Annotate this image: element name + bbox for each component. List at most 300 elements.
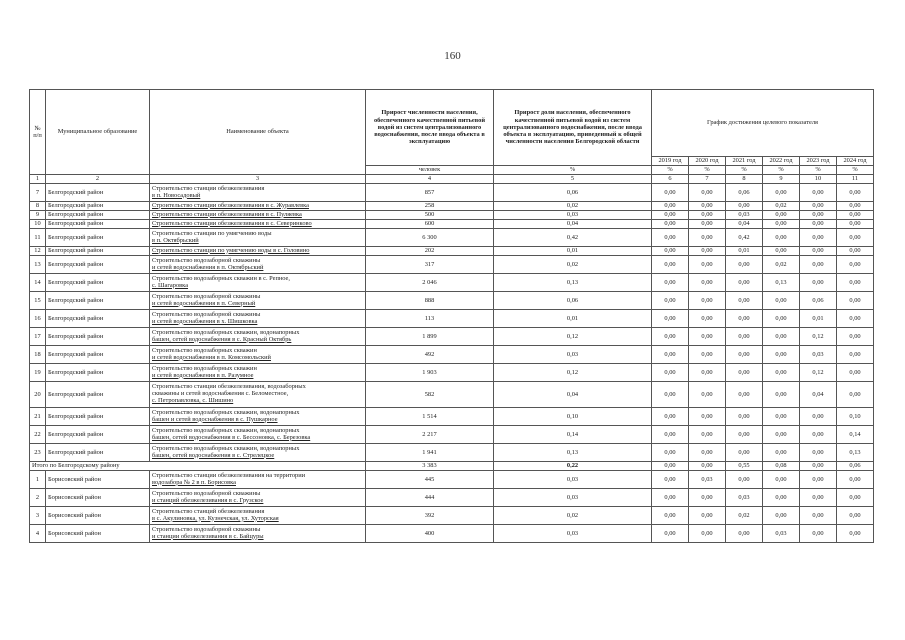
municipality-cell: Белгородский район (46, 256, 150, 274)
year-value-cell: 0,00 (800, 202, 837, 211)
col-number: 7 (689, 175, 726, 184)
population-growth-cell: 1 941 (366, 444, 494, 462)
table-row (30, 426, 874, 444)
object-name-line: Строительство водозаборной скважины (152, 525, 261, 533)
object-name-line: Строительство станции обезжелезивания в с. Северинково (152, 219, 312, 227)
municipality-cell: Белгородский район (46, 211, 150, 220)
table-row (30, 364, 874, 382)
object-name-line: Строительство водозаборных скважин, водонапорных (152, 426, 300, 434)
object-name-line: и станции обезжелезивания в с. Байцуры (152, 532, 264, 540)
year-value-cell: 0,00 (837, 274, 874, 292)
municipality-cell: Борисовский район (46, 525, 150, 543)
population-growth-cell: 6 300 (366, 229, 494, 247)
year-value-cell: 0,00 (689, 256, 726, 274)
object-name-line: Строительство станции по умягчению воды в с. Головино (152, 246, 310, 254)
year-value-cell: 0,00 (726, 471, 763, 489)
municipality-cell: Борисовский район (46, 507, 150, 525)
population-growth-cell: 888 (366, 292, 494, 310)
header-num: № п/п (30, 90, 46, 175)
year-value-cell: 0,00 (652, 382, 689, 408)
year-value-cell: 0,03 (763, 525, 800, 543)
header-year: 2020 год (689, 157, 726, 166)
year-value-cell: 0,00 (726, 202, 763, 211)
year-value-cell: 0,00 (652, 444, 689, 462)
municipality-cell: Белгородский район (46, 426, 150, 444)
share-growth-cell: 0,13 (494, 444, 652, 462)
year-value-cell: 0,02 (726, 507, 763, 525)
object-name-cell (150, 292, 366, 310)
year-value-cell: 0,00 (689, 328, 726, 346)
header-municipality: Муниципальное образование (46, 90, 150, 175)
row-number: 3 (30, 507, 46, 525)
col-number: 2 (46, 175, 150, 184)
header-share-growth: Прирост доли населения, обеспеченного качественной питьевой водой из систем централизованного водоснабжения, после ввода объекта в эксплуатацию, приведенный к общей численности населения Белгородской области (494, 90, 652, 166)
municipality-cell: Белгородский район (46, 444, 150, 462)
year-value-cell: 0,12 (800, 364, 837, 382)
table-row (30, 256, 874, 274)
year-value-cell: 0,00 (763, 408, 800, 426)
year-value-cell: 0,00 (689, 408, 726, 426)
year-value-cell: 0,00 (763, 328, 800, 346)
share-growth-cell: 0,03 (494, 346, 652, 364)
object-name-line: Строительство водозаборной скважины (152, 310, 261, 318)
year-value-cell: 0,00 (652, 274, 689, 292)
year-value-cell: 0,00 (763, 310, 800, 328)
year-value-cell: 0,14 (837, 426, 874, 444)
object-name-line: и станций обезжелезивания в с. Грузское (152, 496, 264, 504)
year-value-cell: 0,00 (837, 184, 874, 202)
year-value-cell: 0,00 (837, 525, 874, 543)
year-value-cell: 0,00 (689, 229, 726, 247)
object-name-cell (150, 382, 366, 408)
year-value-cell: 0,00 (652, 471, 689, 489)
total-year-value: 0,06 (837, 462, 874, 471)
year-value-cell: 0,00 (763, 229, 800, 247)
year-value-cell: 0,10 (837, 408, 874, 426)
year-value-cell: 0,04 (800, 382, 837, 408)
year-value-cell: 0,00 (837, 328, 874, 346)
object-name-line: водозабора № 2 в п. Борисовка (152, 478, 236, 486)
year-value-cell: 0,00 (726, 256, 763, 274)
year-value-cell: 0,00 (652, 328, 689, 346)
document-table-wrapper (29, 89, 874, 543)
col-number: 8 (726, 175, 763, 184)
object-name-line: в п. Новосадовый (152, 191, 201, 199)
year-value-cell: 0,00 (837, 346, 874, 364)
population-growth-cell: 317 (366, 256, 494, 274)
year-value-cell: 0,00 (689, 382, 726, 408)
object-name-line: с. Шагаровка (152, 281, 189, 289)
row-number: 10 (30, 220, 46, 229)
year-value-cell: 0,00 (763, 364, 800, 382)
object-name-cell (150, 247, 366, 256)
unit-percent: % (494, 166, 652, 175)
table-row (30, 211, 874, 220)
population-growth-cell: 444 (366, 489, 494, 507)
year-value-cell: 0,00 (837, 247, 874, 256)
year-value-cell: 0,00 (652, 426, 689, 444)
year-value-cell: 0,00 (726, 310, 763, 328)
row-number: 2 (30, 489, 46, 507)
col-number: 6 (652, 175, 689, 184)
table-row (30, 382, 874, 408)
year-value-cell: 0,00 (800, 489, 837, 507)
share-growth-cell: 0,02 (494, 202, 652, 211)
table-row (30, 202, 874, 211)
table-row (30, 507, 874, 525)
year-value-cell: 0,00 (726, 408, 763, 426)
total-label: Итого по Белгородскому району (30, 462, 366, 471)
unit-percent: % (763, 166, 800, 175)
col-number: 9 (763, 175, 800, 184)
object-name-line: Строительство водозаборной скважины (152, 292, 261, 300)
object-name-line: и сетей водоснабжения в п. Северный (152, 299, 256, 307)
year-value-cell: 0,00 (726, 525, 763, 543)
table-row (30, 408, 874, 426)
population-growth-cell: 1 903 (366, 364, 494, 382)
col-number: 3 (150, 175, 366, 184)
row-number: 20 (30, 382, 46, 408)
municipality-cell: Белгородский район (46, 346, 150, 364)
municipality-cell: Белгородский район (46, 382, 150, 408)
population-growth-cell: 258 (366, 202, 494, 211)
year-value-cell: 0,00 (837, 364, 874, 382)
total-year-value: 0,00 (652, 462, 689, 471)
year-value-cell: 0,00 (652, 247, 689, 256)
object-name-line: в п. Октябрьский (152, 236, 199, 244)
table-row (30, 292, 874, 310)
col-number: 4 (366, 175, 494, 184)
year-value-cell: 0,00 (763, 471, 800, 489)
object-name-line: башен и сетей водоснабжения в с. Пушкарное (152, 415, 278, 423)
municipality-cell: Белгородский район (46, 274, 150, 292)
year-value-cell: 0,00 (763, 444, 800, 462)
table-row (30, 525, 874, 543)
object-name-cell (150, 202, 366, 211)
year-value-cell: 0,00 (763, 247, 800, 256)
year-value-cell: 0,00 (763, 346, 800, 364)
unit-percent: % (726, 166, 763, 175)
share-growth-cell: 0,03 (494, 471, 652, 489)
municipality-cell: Борисовский район (46, 471, 150, 489)
year-value-cell: 0,12 (800, 328, 837, 346)
year-value-cell: 0,00 (837, 229, 874, 247)
table-row (30, 444, 874, 462)
year-value-cell: 0,00 (689, 507, 726, 525)
share-growth-cell: 0,13 (494, 274, 652, 292)
year-value-cell: 0,00 (763, 211, 800, 220)
share-growth-cell: 0,03 (494, 211, 652, 220)
object-name-line: скважины и сетей водоснабжения с. Беломестное, (152, 390, 289, 398)
row-number: 8 (30, 202, 46, 211)
col-number: 1 (30, 175, 46, 184)
row-number: 19 (30, 364, 46, 382)
year-value-cell: 0,00 (800, 256, 837, 274)
population-growth-cell: 1 514 (366, 408, 494, 426)
object-name-line: Строительство станции обезжелезивания, водозаборных (152, 383, 306, 391)
year-value-cell: 0,00 (726, 364, 763, 382)
share-growth-cell: 0,12 (494, 328, 652, 346)
total-share: 0,22 (494, 462, 652, 471)
object-name-line: и сетей водоснабжения в х. Шишковка (152, 317, 258, 325)
total-year-value: 0,00 (689, 462, 726, 471)
object-name-cell (150, 274, 366, 292)
row-number: 11 (30, 229, 46, 247)
year-value-cell: 0,00 (726, 274, 763, 292)
year-value-cell: 0,00 (689, 426, 726, 444)
municipality-cell: Белгородский район (46, 202, 150, 211)
object-name-line: Строительство водозаборной скважины (152, 256, 261, 264)
share-growth-cell: 0,04 (494, 382, 652, 408)
municipality-cell: Белгородский район (46, 364, 150, 382)
year-value-cell: 0,00 (652, 292, 689, 310)
object-name-cell (150, 364, 366, 382)
year-value-cell: 0,00 (763, 292, 800, 310)
table-row (30, 471, 874, 489)
year-value-cell: 0,00 (800, 408, 837, 426)
year-value-cell: 0,00 (837, 202, 874, 211)
year-value-cell: 0,00 (689, 202, 726, 211)
object-name-cell (150, 184, 366, 202)
table-row (30, 489, 874, 507)
row-number: 14 (30, 274, 46, 292)
year-value-cell: 0,00 (763, 426, 800, 444)
col-number: 10 (800, 175, 837, 184)
year-value-cell: 0,00 (652, 364, 689, 382)
year-value-cell: 0,00 (763, 507, 800, 525)
year-value-cell: 0,00 (652, 202, 689, 211)
object-name-cell (150, 229, 366, 247)
year-value-cell: 0,00 (763, 382, 800, 408)
year-value-cell: 0,03 (726, 489, 763, 507)
municipality-cell: Белгородский район (46, 292, 150, 310)
year-value-cell: 0,06 (800, 292, 837, 310)
year-value-cell: 0,00 (652, 507, 689, 525)
year-value-cell: 0,00 (652, 220, 689, 229)
unit-percent: % (652, 166, 689, 175)
row-number: 16 (30, 310, 46, 328)
object-name-line: Строительство станции по умягчению воды (152, 229, 272, 237)
col-number: 5 (494, 175, 652, 184)
object-name-cell (150, 489, 366, 507)
year-value-cell: 0,00 (800, 247, 837, 256)
object-name-cell (150, 310, 366, 328)
year-value-cell: 0,00 (837, 292, 874, 310)
year-value-cell: 0,00 (689, 292, 726, 310)
object-name-line: Строительство водозаборной скважины (152, 489, 261, 497)
object-name-line: башен, сетей водоснабжения в с. Красный Октябрь (152, 335, 292, 343)
year-value-cell: 0,00 (726, 426, 763, 444)
population-growth-cell: 500 (366, 211, 494, 220)
population-growth-cell: 857 (366, 184, 494, 202)
year-value-cell: 0,00 (726, 382, 763, 408)
object-name-cell (150, 444, 366, 462)
year-value-cell: 0,04 (726, 220, 763, 229)
share-growth-cell: 0,12 (494, 364, 652, 382)
year-value-cell: 0,00 (689, 184, 726, 202)
object-name-cell (150, 256, 366, 274)
object-name-line: Строительство водозаборных скважин в с. Репное, (152, 274, 290, 282)
table-row (30, 220, 874, 229)
year-value-cell: 0,02 (763, 256, 800, 274)
row-number: 17 (30, 328, 46, 346)
population-growth-cell: 600 (366, 220, 494, 229)
year-value-cell: 0,00 (837, 382, 874, 408)
year-value-cell: 0,06 (726, 184, 763, 202)
year-value-cell: 0,00 (652, 229, 689, 247)
year-value-cell: 0,00 (689, 274, 726, 292)
year-value-cell: 0,00 (800, 220, 837, 229)
total-year-value: 0,00 (800, 462, 837, 471)
water-supply-table (29, 89, 874, 543)
year-value-cell: 0,00 (800, 274, 837, 292)
year-value-cell: 0,03 (689, 471, 726, 489)
year-value-cell: 0,03 (726, 211, 763, 220)
object-name-line: Строительство станции обезжелезивания в с. Пуляевка (152, 210, 302, 218)
share-growth-cell: 0,04 (494, 220, 652, 229)
year-value-cell: 0,00 (652, 346, 689, 364)
header-population-growth: Прирост численности населения, обеспеченного качественной питьевой водой из систем централизованного водоснабжения, после ввода объекта в эксплуатацию (366, 90, 494, 166)
object-name-line: башен, сетей водоснабжения в с. Стрелецкое (152, 451, 275, 459)
table-row (30, 346, 874, 364)
page-number: 160 (444, 50, 461, 62)
row-number: 9 (30, 211, 46, 220)
header-schedule: График достижения целевого показателя (652, 90, 874, 157)
table-row (30, 310, 874, 328)
object-name-line: Строительство водозаборных скважин, водонапорных (152, 408, 300, 416)
population-growth-cell: 1 899 (366, 328, 494, 346)
share-growth-cell: 0,03 (494, 489, 652, 507)
year-value-cell: 0,00 (726, 292, 763, 310)
municipality-cell: Белгородский район (46, 328, 150, 346)
table-row (30, 229, 874, 247)
municipality-cell: Белгородский район (46, 408, 150, 426)
year-value-cell: 0,00 (800, 444, 837, 462)
total-year-value: 0,08 (763, 462, 800, 471)
share-growth-cell: 0,06 (494, 184, 652, 202)
object-name-line: с. Петропавловка, с. Шишино (152, 396, 234, 404)
object-name-line: башен, сетей водоснабжения в с. Бессоновка, с. Березовка (152, 433, 311, 441)
object-name-line: Строительство водозаборных скважин (152, 364, 257, 372)
municipality-cell: Белгородский район (46, 229, 150, 247)
object-name-line: и сетей водоснабжения в п. Октябрьский (152, 263, 264, 271)
year-value-cell: 0,00 (837, 220, 874, 229)
year-value-cell: 0,42 (726, 229, 763, 247)
population-growth-cell: 392 (366, 507, 494, 525)
header-year: 2024 год (837, 157, 874, 166)
share-growth-cell: 0,10 (494, 408, 652, 426)
share-growth-cell: 0,03 (494, 525, 652, 543)
year-value-cell: 0,00 (837, 310, 874, 328)
column-numbers-row (30, 175, 874, 184)
share-growth-cell: 0,01 (494, 310, 652, 328)
object-name-cell (150, 471, 366, 489)
header-row (30, 90, 874, 157)
unit-percent: % (837, 166, 874, 175)
row-number: 7 (30, 184, 46, 202)
population-growth-cell: 2 046 (366, 274, 494, 292)
year-value-cell: 0,00 (726, 346, 763, 364)
header-year: 2023 год (800, 157, 837, 166)
object-name-line: и сетей водоснабжения в п. Комсомольский (152, 353, 271, 361)
year-value-cell: 0,00 (837, 507, 874, 525)
share-growth-cell: 0,02 (494, 507, 652, 525)
row-number: 1 (30, 471, 46, 489)
population-growth-cell: 2 217 (366, 426, 494, 444)
table-row (30, 184, 874, 202)
municipality-cell: Белгородский район (46, 220, 150, 229)
table-row (30, 274, 874, 292)
header-year: 2022 год (763, 157, 800, 166)
year-value-cell: 0,00 (800, 507, 837, 525)
col-number: 11 (837, 175, 874, 184)
year-value-cell: 0,13 (837, 444, 874, 462)
header-year: 2021 год (726, 157, 763, 166)
header-object: Наименование объекта (150, 90, 366, 175)
year-value-cell: 0,00 (837, 211, 874, 220)
population-growth-cell: 445 (366, 471, 494, 489)
share-growth-cell: 0,02 (494, 256, 652, 274)
year-value-cell: 0,00 (763, 489, 800, 507)
row-number: 13 (30, 256, 46, 274)
unit-percent: % (800, 166, 837, 175)
share-growth-cell: 0,14 (494, 426, 652, 444)
row-number: 22 (30, 426, 46, 444)
year-value-cell: 0,00 (652, 310, 689, 328)
object-name-line: и сетей водоснабжения в п. Разумное (152, 371, 254, 379)
year-value-cell: 0,00 (689, 346, 726, 364)
year-value-cell: 0,00 (652, 525, 689, 543)
object-name-cell (150, 328, 366, 346)
object-name-line: Строительство станции обезжелезивания (152, 184, 265, 192)
total-population: 3 383 (366, 462, 494, 471)
year-value-cell: 0,00 (800, 471, 837, 489)
row-number: 18 (30, 346, 46, 364)
year-value-cell: 0,00 (652, 256, 689, 274)
share-growth-cell: 0,01 (494, 247, 652, 256)
total-row (30, 462, 874, 471)
year-value-cell: 0,03 (800, 346, 837, 364)
year-value-cell: 0,00 (689, 247, 726, 256)
unit-people: человек (366, 166, 494, 175)
year-value-cell: 0,00 (726, 328, 763, 346)
year-value-cell: 0,01 (726, 247, 763, 256)
row-number: 15 (30, 292, 46, 310)
year-value-cell: 0,00 (689, 211, 726, 220)
year-value-cell: 0,00 (689, 364, 726, 382)
population-growth-cell: 113 (366, 310, 494, 328)
year-value-cell: 0,00 (800, 525, 837, 543)
year-value-cell: 0,00 (689, 489, 726, 507)
year-value-cell: 0,00 (763, 220, 800, 229)
year-value-cell: 0,00 (652, 184, 689, 202)
year-value-cell: 0,00 (689, 310, 726, 328)
table-row (30, 247, 874, 256)
object-name-line: Строительство станции обезжелезивания на территории (152, 471, 306, 479)
population-growth-cell: 202 (366, 247, 494, 256)
population-growth-cell: 492 (366, 346, 494, 364)
year-value-cell: 0,00 (726, 444, 763, 462)
object-name-cell (150, 507, 366, 525)
object-name-cell (150, 211, 366, 220)
year-value-cell: 0,00 (837, 489, 874, 507)
row-number: 23 (30, 444, 46, 462)
unit-percent: % (689, 166, 726, 175)
year-value-cell: 0,00 (689, 220, 726, 229)
object-name-line: в с. Акулиновка, ул. Кузнечская, ул. Хуторская (152, 514, 279, 522)
object-name-line: Строительство станций обезжелезивания (152, 507, 265, 515)
year-value-cell: 0,00 (652, 211, 689, 220)
